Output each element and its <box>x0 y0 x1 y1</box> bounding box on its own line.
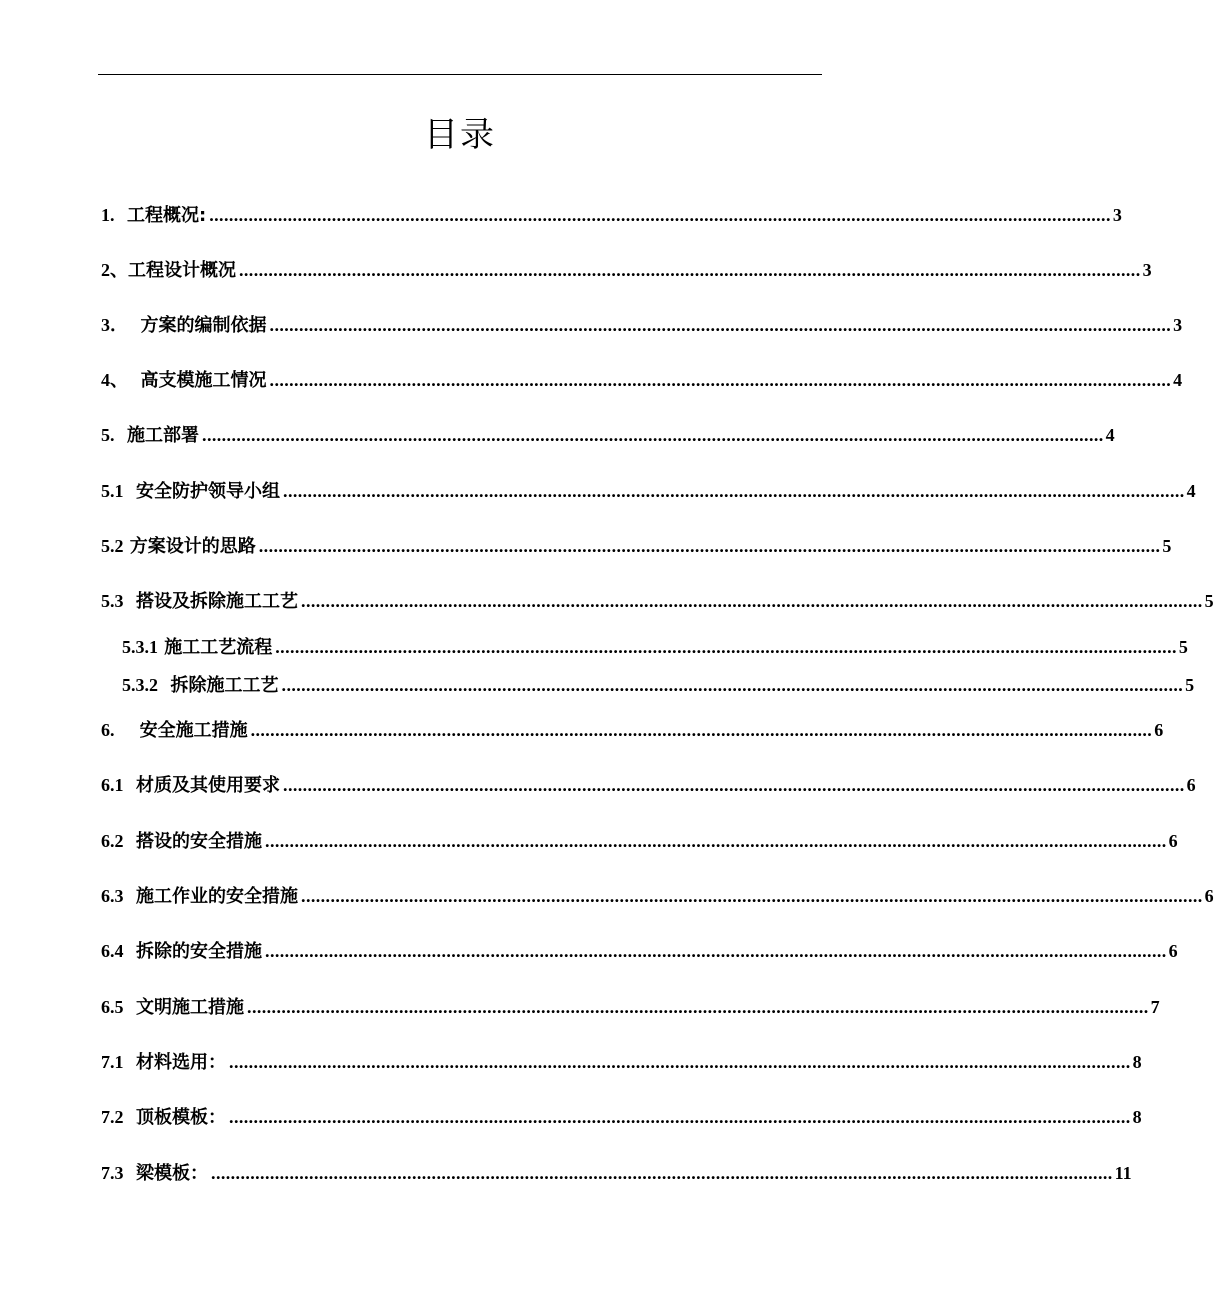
toc-entry-label: 7.1 材料选用： <box>101 1052 227 1073</box>
toc-page-number: 4 <box>1186 481 1196 501</box>
toc-entry-7-2[interactable] <box>101 1104 1142 1130</box>
toc-page-number: 11 <box>1114 1163 1132 1183</box>
toc-entry-label: 5.3.2 拆除施工工艺 <box>122 675 279 696</box>
toc-dot-leader: ........................................................................................................................................................................................ <box>202 425 1104 445</box>
toc-entry-5-3-2[interactable] <box>122 672 1195 698</box>
toc-dot-leader: ........................................................................................................................................................................................ <box>275 637 1177 657</box>
toc-entry-1[interactable] <box>101 202 1122 228</box>
toc-dot-leader: ........................................................................................................................................................................................ <box>301 591 1203 611</box>
toc-page-number: 3 <box>1173 315 1183 335</box>
toc-entry-label: 5.2 方案设计的思路 <box>101 536 256 557</box>
toc-dot-leader: ........................................................................................................................................................................................ <box>265 941 1167 961</box>
toc-entry-label: 7.2 顶板模板： <box>101 1107 227 1128</box>
toc-page-number: 6 <box>1168 941 1178 961</box>
toc-dot-leader: ........................................................................................................................................................................................ <box>239 260 1141 280</box>
toc-dot-leader: ........................................................................................................................................................................................ <box>269 315 1172 335</box>
toc-entry-6-4[interactable] <box>101 938 1178 964</box>
toc-dot-leader: ........................................................................................................................................................................................ <box>250 720 1153 740</box>
toc-dot-leader: ........................................................................................................................................................................................ <box>283 481 1185 501</box>
toc-dot-leader: ........................................................................................................................................................................................ <box>229 1052 1131 1072</box>
toc-page-number: 4 <box>1105 425 1115 445</box>
toc-page-number: 5 <box>1185 675 1195 695</box>
toc-entry-label: 6.1 材质及其使用要求 <box>101 775 281 796</box>
toc-page-number: 8 <box>1132 1052 1142 1072</box>
toc-page-number: 7 <box>1150 997 1160 1017</box>
toc-entry-label: 5.1 安全防护领导小组 <box>101 481 281 502</box>
toc-dot-leader: ........................................................................................................................................................................................ <box>283 775 1185 795</box>
toc-entry-label: 6. 安全施工措施 <box>101 720 248 741</box>
toc-entry-label: 5.3 搭设及拆除施工工艺 <box>101 591 299 612</box>
toc-dot-leader: ........................................................................................................................................................................................ <box>301 886 1203 906</box>
toc-page-number: 3 <box>1112 205 1122 225</box>
toc-entry-7-3[interactable] <box>101 1160 1132 1186</box>
toc-entry-label: 1. 工程概况: <box>101 205 207 226</box>
toc-dot-leader: ........................................................................................................................................................................................ <box>209 205 1111 225</box>
toc-page-number: 6 <box>1154 720 1164 740</box>
toc-entry-6-5[interactable] <box>101 994 1160 1020</box>
toc-entry-label: 5.3.1 施工工艺流程 <box>122 637 273 658</box>
toc-entry-label: 6.4 拆除的安全措施 <box>101 941 263 962</box>
header-rule <box>98 74 822 75</box>
toc-dot-leader: ........................................................................................................................................................................................ <box>281 675 1184 695</box>
toc-page-number: 3 <box>1142 260 1152 280</box>
toc-entry-6-1[interactable] <box>101 772 1196 798</box>
toc-page-number: 6 <box>1204 886 1214 906</box>
toc-dot-leader: ........................................................................................................................................................................................ <box>229 1107 1131 1127</box>
toc-entry-3[interactable] <box>101 312 1183 338</box>
toc-entry-5[interactable] <box>101 422 1115 448</box>
toc-entry-6-3[interactable] <box>101 883 1214 909</box>
toc-entry-label: 5. 施工部署 <box>101 425 200 446</box>
toc-entry-5-3[interactable] <box>101 588 1214 614</box>
toc-page-number: 5 <box>1204 591 1214 611</box>
toc-page-number: 5 <box>1178 637 1188 657</box>
toc-title: 目录 <box>424 114 496 155</box>
toc-entry-label: 7.3 梁模板： <box>101 1163 209 1184</box>
toc-entry-label: 3． 方案的编制依据 <box>101 315 267 336</box>
toc-entry-label: 6.5 文明施工措施 <box>101 997 245 1018</box>
toc-entry-4[interactable] <box>101 367 1183 393</box>
toc-entry-7-1[interactable] <box>101 1049 1142 1075</box>
toc-page-number: 8 <box>1132 1107 1142 1127</box>
toc-page-number: 4 <box>1173 370 1183 390</box>
toc-entry-label: 2、工程设计概况 <box>101 260 236 281</box>
toc-entry-5-1[interactable] <box>101 478 1196 504</box>
toc-dot-leader: ........................................................................................................................................................................................ <box>211 1163 1113 1183</box>
toc-entry-6[interactable] <box>101 717 1164 743</box>
toc-dot-leader: ........................................................................................................................................................................................ <box>265 831 1167 851</box>
toc-entry-label: 6.2 搭设的安全措施 <box>101 831 263 852</box>
toc-entry-6-2[interactable] <box>101 828 1178 854</box>
toc-dot-leader: ........................................................................................................................................................................................ <box>258 536 1161 556</box>
toc-dot-leader: ........................................................................................................................................................................................ <box>269 370 1172 390</box>
toc-page-number: 5 <box>1162 536 1172 556</box>
toc-page-number: 6 <box>1186 775 1196 795</box>
toc-entry-5-2[interactable] <box>101 533 1172 559</box>
toc-page-number: 6 <box>1168 831 1178 851</box>
toc-entry-label: 4、 高支模施工情况 <box>101 370 267 391</box>
toc-entry-5-3-1[interactable] <box>122 634 1188 660</box>
toc-entry-2[interactable] <box>101 257 1152 283</box>
toc-dot-leader: ........................................................................................................................................................................................ <box>247 997 1149 1017</box>
toc-entry-label: 6.3 施工作业的安全措施 <box>101 886 299 907</box>
